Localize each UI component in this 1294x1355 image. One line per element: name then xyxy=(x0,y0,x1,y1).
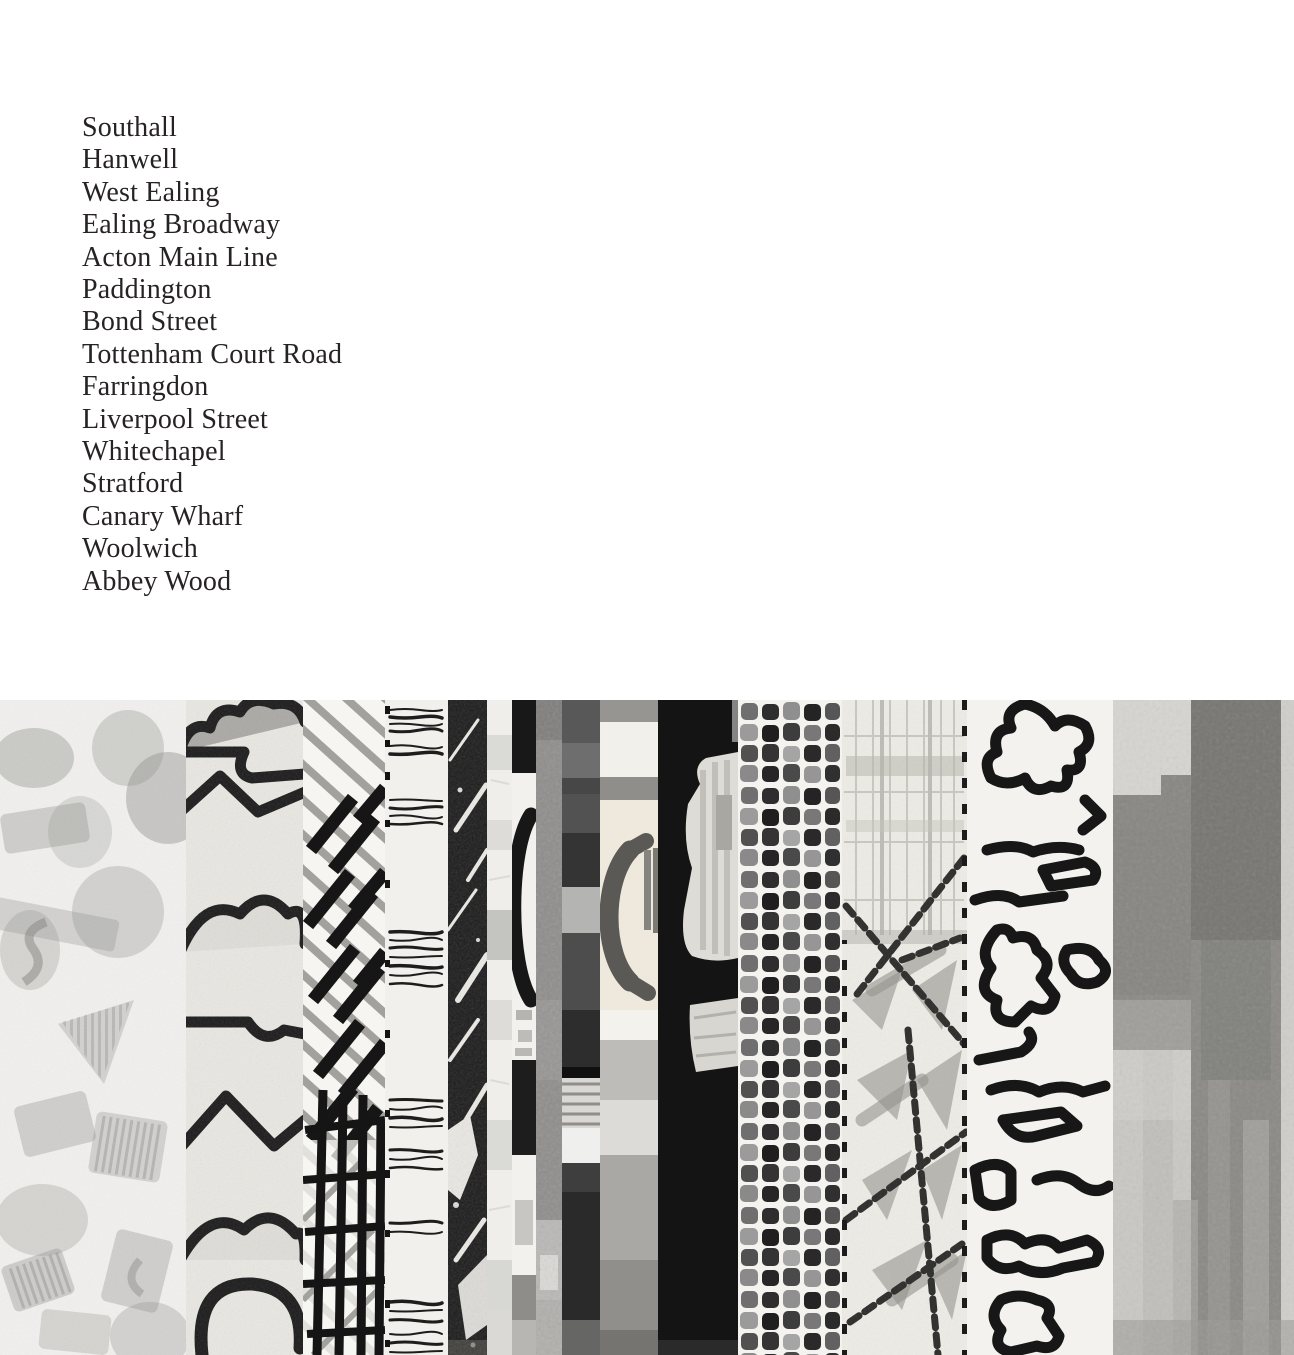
strip-artwork-farringdon xyxy=(562,700,600,1355)
station-item: Woolwich xyxy=(82,533,198,565)
strip-artwork-liverpool-street xyxy=(600,700,658,1355)
strip-artwork-canary-wharf xyxy=(842,700,967,1355)
strip-artwork-woolwich xyxy=(967,700,1113,1355)
station-item: Liverpool Street xyxy=(82,403,268,435)
strip-woolwich xyxy=(967,700,1113,1355)
station-item: Canary Wharf xyxy=(82,500,244,532)
strip-southall xyxy=(0,700,186,1355)
station-item: Stratford xyxy=(82,468,184,500)
strip-canary-wharf xyxy=(842,700,967,1355)
station-item: Abbey Wood xyxy=(82,565,232,597)
strip-artwork-west-ealing xyxy=(303,700,385,1355)
strip-whitechapel xyxy=(658,700,738,1355)
station-item: Paddington xyxy=(82,274,212,306)
strip-artwork-whitechapel xyxy=(658,700,738,1355)
strip-liverpool-street xyxy=(600,700,658,1355)
strip-ealing-broadway xyxy=(385,700,448,1355)
station-item: Hanwell xyxy=(82,144,179,176)
station-item: Whitechapel xyxy=(82,436,226,468)
strip-west-ealing xyxy=(303,700,385,1355)
strip-hanwell xyxy=(186,700,303,1355)
station-item: Southall xyxy=(82,112,177,143)
strip-artwork-stratford xyxy=(738,700,842,1355)
station-item: Farringdon xyxy=(82,371,209,403)
strip-paddington xyxy=(487,700,512,1355)
station-item: Tottenham Court Road xyxy=(82,338,343,370)
strip-tottenham-court-road xyxy=(536,700,562,1355)
strip-artwork-bond-street xyxy=(512,700,536,1355)
station-item: Bond Street xyxy=(82,306,218,338)
strip-artwork-hanwell xyxy=(186,700,303,1355)
strip-farringdon xyxy=(562,700,600,1355)
station-list xyxy=(82,112,342,598)
strip-artwork-abbey-wood xyxy=(1113,700,1294,1355)
strip-artwork-ealing-broadway xyxy=(385,700,448,1355)
strip-acton-main-line xyxy=(448,700,487,1355)
strip-artwork-acton-main-line xyxy=(448,700,487,1355)
strip-stratford xyxy=(738,700,842,1355)
station-item: Acton Main Line xyxy=(82,241,278,273)
strip-artwork-tottenham-court-road xyxy=(536,700,562,1355)
strip-bond-street xyxy=(512,700,536,1355)
strip-artwork-southall xyxy=(0,700,186,1355)
strip-abbey-wood xyxy=(1113,700,1294,1355)
station-item: West Ealing xyxy=(82,176,220,208)
station-item: Ealing Broadway xyxy=(82,209,281,241)
strip-artwork-paddington xyxy=(487,700,512,1355)
artwork-strip-band xyxy=(0,700,1294,1355)
